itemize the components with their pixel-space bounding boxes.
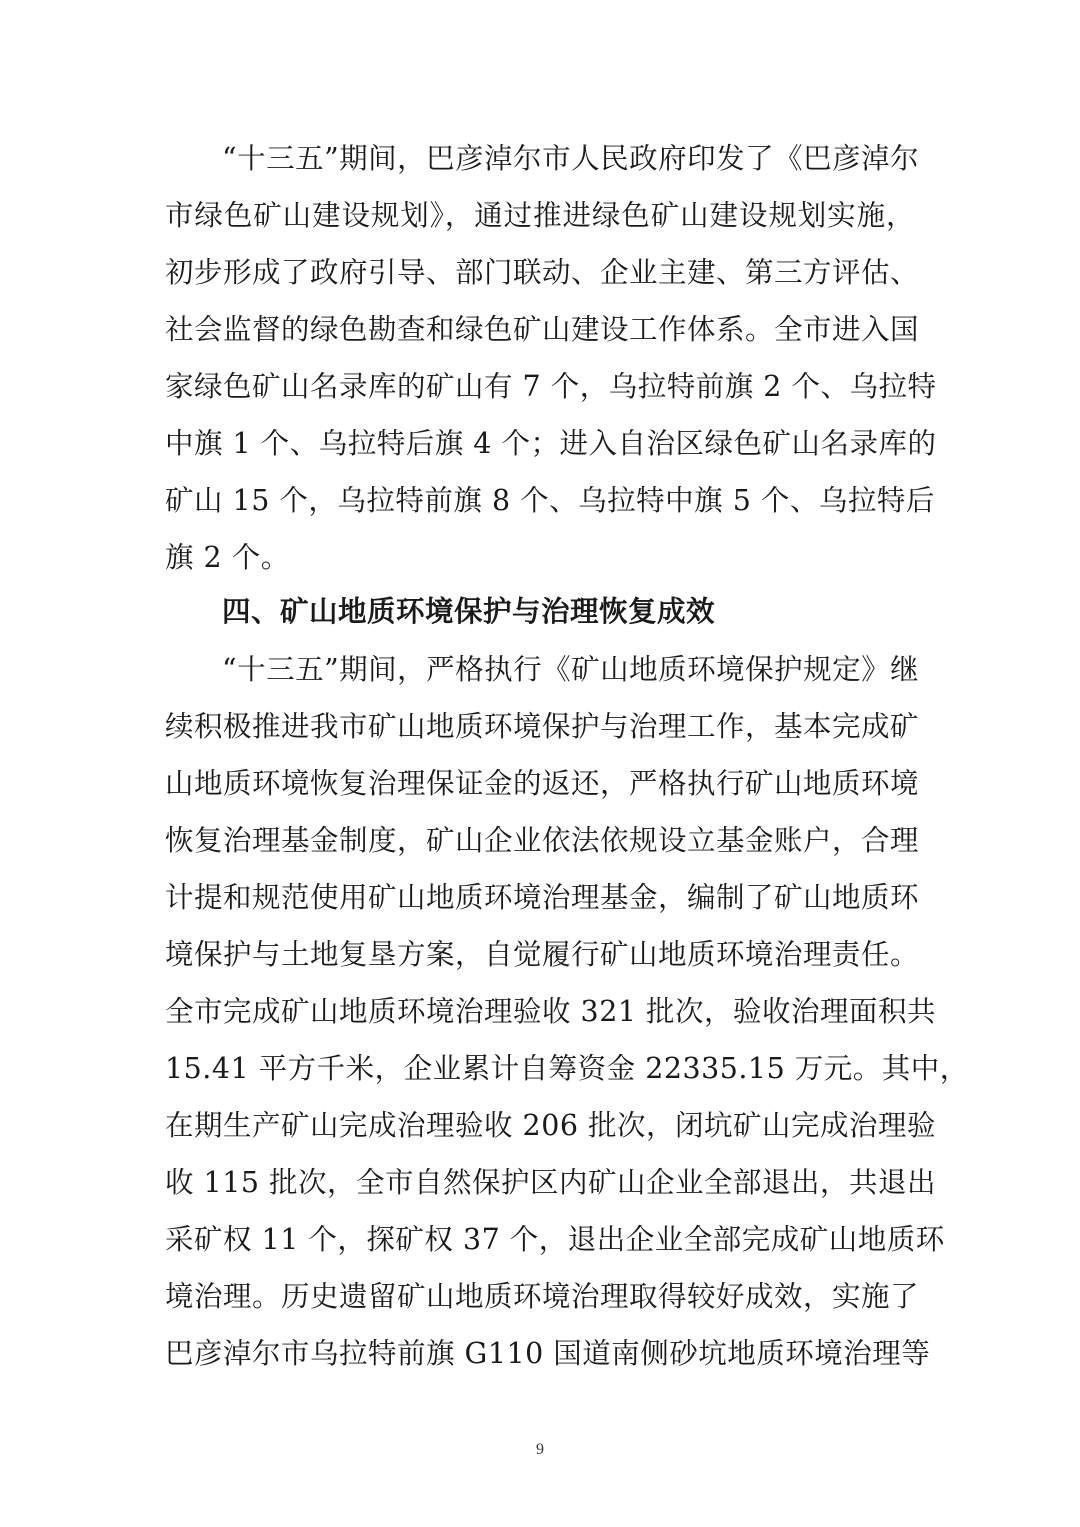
text-line: 市绿色矿山建设规划》，通过推进绿色矿山建设规划实施， xyxy=(165,199,915,232)
text-line: 采矿权 11 个，探矿权 37 个，退出企业全部完成矿山地质环 xyxy=(165,1223,945,1256)
text-line: 家绿色矿山名录库的矿山有 7 个，乌拉特前旗 2 个、乌拉特 xyxy=(165,370,937,403)
text-line: 初步形成了政府引导、部门联动、企业主建、第三方评估、 xyxy=(165,256,920,289)
text-line: 矿山 15 个，乌拉特前旗 8 个、乌拉特中旗 5 个、乌拉特后 xyxy=(165,484,935,517)
page-number: 9 xyxy=(536,1441,544,1458)
text-line: “十三五”期间，巴彦淖尔市人民政府印发了《巴彦淖尔 xyxy=(222,142,920,175)
text-line: 境治理。历史遗留矿山地质环境治理取得较好成效，实施了 xyxy=(165,1280,920,1313)
text-line: 山地质环境恢复治理保证金的返还，严格执行矿山地质环境 xyxy=(165,767,920,800)
text-line: “十三五”期间，严格执行《矿山地质环境保护规定》继 xyxy=(222,653,920,686)
text-line: 社会监督的绿色勘查和绿色矿山建设工作体系。全市进入国 xyxy=(165,313,920,346)
text-line: 15.41 平方千米，企业累计自筹资金 22335.15 万元。其中， xyxy=(165,1052,969,1085)
text-line: 恢复治理基金制度，矿山企业依法依规设立基金账户，合理 xyxy=(165,824,920,857)
text-line: 收 115 批次，全市自然保护区内矿山企业全部退出，共退出 xyxy=(165,1166,937,1199)
text-line: 巴彦淖尔市乌拉特前旗 G110 国道南侧砂坑地质环境治理等 xyxy=(165,1337,931,1370)
text-line: 在期生产矿山完成治理验收 206 批次，闭坑矿山完成治理验 xyxy=(165,1109,937,1142)
text-line: 境保护与土地复垦方案，自觉履行矿山地质环境治理责任。 xyxy=(165,938,920,971)
section-heading: 四、矿山地质环境保护与治理恢复成效 xyxy=(222,595,716,628)
text-line: 中旗 1 个、乌拉特后旗 4 个；进入自治区绿色矿山名录库的 xyxy=(165,427,937,460)
text-line: 全市完成矿山地质环境治理验收 321 批次，验收治理面积共 xyxy=(165,995,937,1028)
text-line: 计提和规范使用矿山地质环境治理基金，编制了矿山地质环 xyxy=(165,881,920,914)
text-line: 旗 2 个。 xyxy=(165,541,290,574)
text-line: 续积极推进我市矿山地质环境保护与治理工作，基本完成矿 xyxy=(165,710,920,743)
